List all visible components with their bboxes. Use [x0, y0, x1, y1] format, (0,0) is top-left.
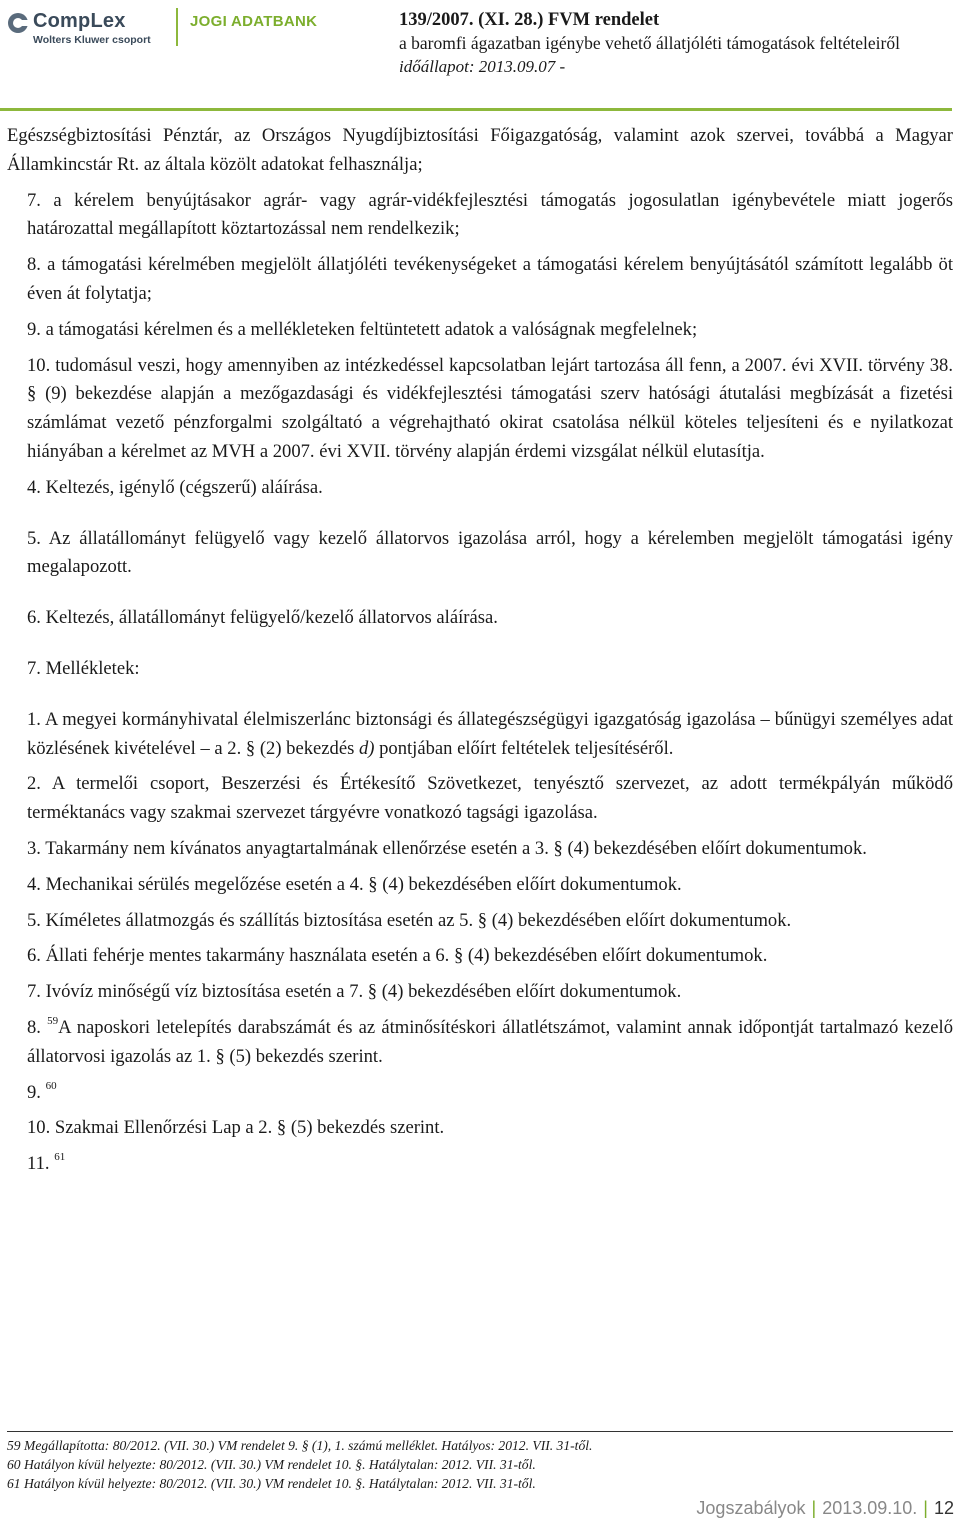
- page-header: [0, 0, 960, 112]
- complex-logo: [7, 8, 167, 52]
- annex-item-8-number: 8.: [27, 1016, 41, 1038]
- paragraph-10: 10. tudomásul veszi, hogy amennyiben az intézkedéssel kapcsolatban lejárt tartozása áll fenn, a 2007. évi XVII. törvény 38. § (9) bekezdése alapján a mezőgazdasági és vidékfejlesztési támogatási szerv hatósági átutalási megbízását a fizetési számlámat vezető pénzforgalmi szolgáltató a végrehajtható okirat csatolása nélkül köteles teljesíteni és e nyilatkozat hiányában a kérelmet az MVH a 2007. évi XVII. törvény alapján érdemi vizsgálat nélkül elutasítja.: [27, 354, 953, 462]
- annex-item-9: [7, 1079, 953, 1108]
- document-state: időállapot: 2013.09.07 -: [399, 57, 566, 76]
- logo-separator: [176, 8, 178, 46]
- annex-item-11: [7, 1150, 953, 1179]
- footnotes: [7, 1431, 953, 1493]
- annex-item-4: 4. Mechanikai sérülés megelőzése esetén a 4. § (4) bekezdésében előírt dokumentumok.: [27, 873, 682, 895]
- footer-source: Jogszabályok: [696, 1498, 806, 1518]
- complex-logo-name: CompLex: [33, 10, 126, 32]
- paragraph-9: 9. a támogatási kérelmen és a mellékleteken feltüntetett adatok a valóságnak megfelelnek;: [27, 318, 698, 340]
- annex-item-9-number: 9.: [27, 1081, 41, 1103]
- annex-item-10: 10. Szakmai Ellenőrzési Lap a 2. § (5) bekezdés szerint.: [27, 1117, 445, 1139]
- footer-separator-2: |: [923, 1498, 928, 1518]
- annex-item-1-text-b: pontjában előírt feltételek teljesítéséről.: [374, 737, 674, 759]
- annex-item-3: 3. Takarmány nem kívánatos anyagtartalmának ellenőrzése esetén a 3. § (4) bekezdésében előírt dokumentumok.: [27, 837, 867, 859]
- annex-item-6: 6. Állati fehérje mentes takarmány használata esetén a 6. § (4) bekezdésében előírt dokumentumok.: [27, 945, 768, 967]
- footnote-59: 59 Megállapította: 80/2012. (VII. 30.) VM rendelet 9. § (1), 1. számú melléklet. Hatályos: 2012. VII. 31-től.: [7, 1438, 593, 1453]
- section-7: 7. Mellékletek:: [27, 657, 140, 679]
- complex-logo-icon: [7, 12, 29, 34]
- annex-item-1-point: d): [358, 737, 375, 759]
- annex-item-1: [7, 706, 953, 764]
- paragraph-intro: Egészségbiztosítási Pénztár, az Országos Nyugdíjbiztosítási Főigazgatóság, valamint azok szervei, továbbá a Magyar Államkincstár Rt. az általa közölt adatokat felhasználja;: [7, 125, 953, 175]
- footer-separator: |: [811, 1498, 817, 1518]
- document-title: 139/2007. (XI. 28.) FVM rendelet: [399, 10, 660, 30]
- header-rule: [0, 108, 952, 111]
- annex-item-1-text-a: 1. A megyei kormányhivatal élelmiszerlánc biztonsági és állategészségügyi igazgatóság igazolása – bűnügyi személyes adat közlésének kivételével – a 2. § (2) bekezdés: [27, 708, 953, 759]
- paragraph-7: 7. a kérelem benyújtásakor agrár- vagy agrár-vidékfejlesztési támogatás jogosulatlan igénybevétele miatt jogerős határozattal megállapított köztartozással nem rendelkezik;: [27, 189, 953, 240]
- footnote-ref-61[interactable]: 61: [54, 1151, 66, 1164]
- paragraph-8: 8. a támogatási kérelmében megjelölt állatjóléti tevékenységeket a támogatási kérelem benyújtásától számított legalább öt éven át folytatja;: [27, 254, 953, 304]
- jogi-adatbank-logo: JOGI ADATBANK: [190, 13, 318, 30]
- section-5: 5. Az állatállományt felügyelő vagy kezelő állatorvos igazolása arról, hogy a kérelemben megjelölt támogatási igény megalapozott.: [27, 527, 953, 578]
- page-footer: [672, 1498, 954, 1524]
- document-body: [7, 122, 953, 1186]
- document-subtitle: a baromfi ágazatban igénybe vehető állatjóléti támogatások feltételeiről: [399, 33, 900, 53]
- page-number: 12: [933, 1498, 954, 1518]
- footnote-60: 60 Hatályon kívül helyezte: 80/2012. (VII. 30.) VM rendelet 10. §. Hatálytalan: 2012. VII. 31-től.: [7, 1457, 536, 1472]
- annex-item-2: 2. A termelői csoport, Beszerzési és Értékesítő Szövetkezet, tenyésztő szervezet, az adott termékpályán működő terméktanács vagy szakmai szervezet tárgyévre vonatkozó tagsági igazolása.: [27, 773, 953, 824]
- annex-item-5: 5. Kíméletes állatmozgás és szállítás biztosítása esetén az 5. § (4) bekezdésében előírt dokumentumok.: [27, 909, 792, 931]
- footnote-ref-60[interactable]: 60: [45, 1079, 57, 1092]
- annex-item-8: [7, 1014, 953, 1072]
- annex-item-7: 7. Ivóvíz minőségű víz biztosítása esetén a 7. § (4) bekezdésében előírt dokumentumok.: [27, 981, 682, 1003]
- section-4: 4. Keltezés, igénylő (cégszerű) aláírása.: [27, 476, 323, 498]
- footnote-ref-59[interactable]: 59: [47, 1014, 59, 1027]
- complex-logo-subtitle: Wolters Kluwer csoport: [33, 34, 151, 46]
- annex-item-11-number: 11.: [27, 1153, 50, 1175]
- footer-date: 2013.09.10.: [822, 1498, 918, 1518]
- annex-item-8-text: A naposkori letelepítés darabszámát és az átminősítéskori állatlétszámot, valamint annak időpontját tartalmazó kezelő állatorvosi igazolás az 1. § (5) bekezdés szerint.: [27, 1016, 953, 1067]
- footnote-61: 61 Hatályon kívül helyezte: 80/2012. (VII. 30.) VM rendelet 10. §. Hatálytalan: 2012. VII. 31-től.: [7, 1476, 536, 1491]
- document-title-block: [399, 8, 929, 78]
- section-6: 6. Keltezés, állatállományt felügyelő/kezelő állatorvos aláírása.: [27, 607, 498, 629]
